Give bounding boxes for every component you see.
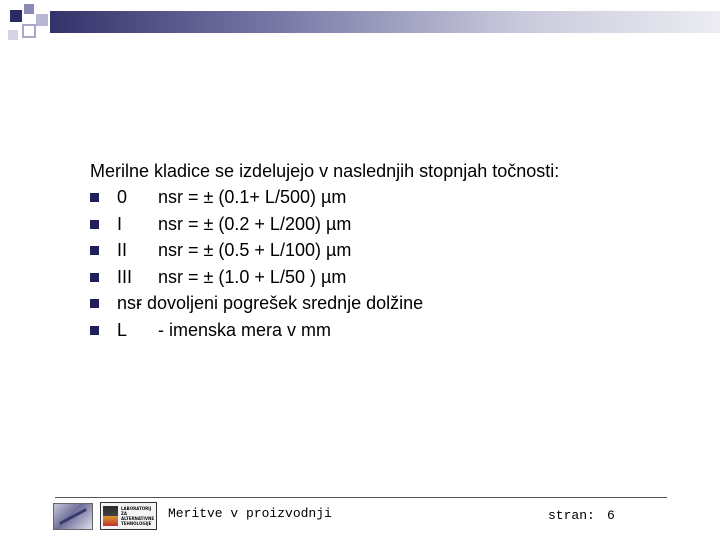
square-bullet-icon (90, 220, 99, 229)
list-item (90, 237, 690, 264)
tolerance-formula: nsr = ± (1.0 + L/50 ) µm (158, 266, 347, 287)
page-number: 6 (607, 508, 615, 523)
intro-text: Merilne kladice se izdelujejo v naslednjih stopnjah točnosti: (90, 161, 560, 181)
header-square-light (36, 14, 48, 26)
square-bullet-icon (90, 246, 99, 255)
header-gradient-bar (50, 11, 720, 33)
logo-line: ALTERNATIVNE (121, 516, 155, 521)
page-label: stran: (548, 508, 595, 523)
list-item (90, 264, 690, 291)
accuracy-class: 0 (117, 187, 128, 207)
header-square-outline (22, 24, 36, 38)
accuracy-class: I (117, 213, 123, 234)
laboratory-logo (100, 502, 157, 530)
list-item (90, 290, 690, 317)
footer-title: Meritve v proizvodnji (168, 506, 332, 521)
legend-definition: - imenska mera v mm (158, 319, 332, 340)
tolerance-formula: nsr = ± (0.1+ L/500) µm (158, 187, 347, 207)
legend-definition: - dovoljeni pogrešek srednje dolžine (136, 293, 424, 314)
tolerance-formula: nsr = ± (0.2 + L/200) µm (158, 213, 352, 234)
list-item (90, 184, 690, 211)
accuracy-class: II (117, 240, 128, 261)
legend-term: L (117, 319, 128, 340)
laboratory-mark-icon (103, 506, 118, 526)
slide-body (90, 158, 690, 344)
tolerance-formula: nsr = ± (0.5 + L/100) µm (158, 240, 352, 261)
accuracy-class: III (117, 266, 133, 287)
legend-term: nsr (117, 293, 143, 314)
square-bullet-icon (90, 273, 99, 282)
list-item (90, 317, 690, 344)
laboratory-logo-text (121, 506, 153, 526)
footer-divider (55, 497, 667, 498)
square-bullet-icon (90, 193, 99, 202)
logo-line: TEHNOLOGIJE (121, 521, 152, 526)
logo-line: ZA (121, 511, 127, 516)
header-square-pale (8, 30, 18, 40)
header-square-mid (24, 4, 34, 14)
logo-stripe (59, 508, 87, 525)
square-bullet-icon (90, 326, 99, 335)
header-square-dark (10, 10, 22, 22)
square-bullet-icon (90, 299, 99, 308)
logo-line: LABORATORIJ (121, 506, 152, 511)
institution-logo-icon (53, 503, 93, 530)
list-item (90, 211, 690, 238)
